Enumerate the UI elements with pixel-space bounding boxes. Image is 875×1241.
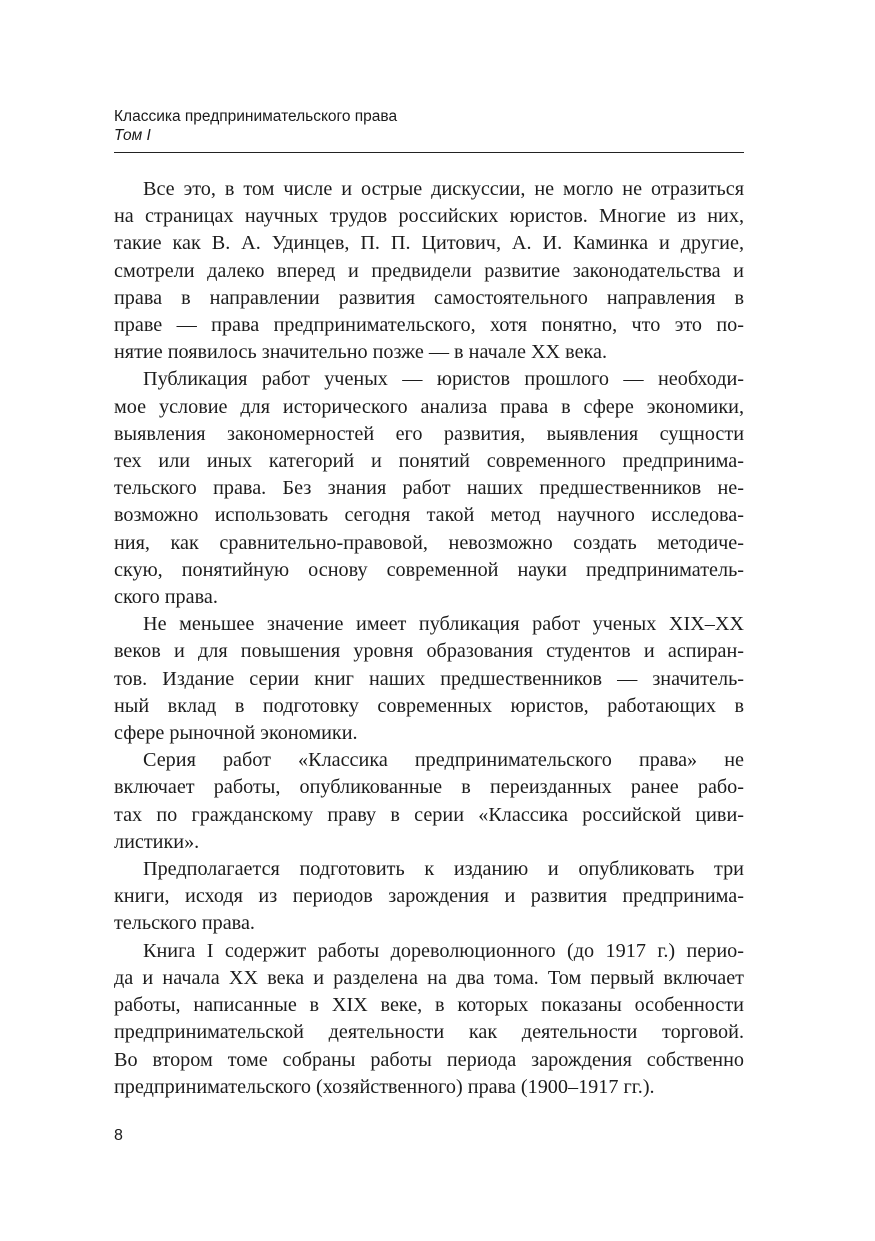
text-line: ния, как сравнительно-правовой, невозможно создать методиче- (114, 531, 744, 554)
text-line: Серия работ «Классика предпринимательского права» не (143, 749, 744, 772)
text-line: праве — права предпринимательского, хотя понятно, что это по- (114, 314, 744, 337)
text-line: Во втором томе собраны работы периода зарождения собственно (114, 1048, 744, 1071)
text-line: тельского права. Без знания работ наших предшественников не- (114, 477, 744, 500)
text-line: выявления закономерностей его развития, выявления сущности (114, 422, 744, 445)
page-number: 8 (114, 1127, 123, 1144)
paragraph (114, 611, 744, 747)
text-line: тельского права. (114, 912, 255, 935)
text-line: листики». (114, 830, 200, 853)
text-line: Предполагается подготовить к изданию и опубликовать три (143, 858, 744, 881)
text-line: мое условие для исторического анализа права в сфере экономики, (114, 395, 744, 418)
text-line: тах по гражданскому праву в серии «Классика российской циви- (114, 803, 744, 826)
text-line: Публикация работ ученых — юристов прошлого — необходи- (143, 368, 744, 391)
paragraph (114, 938, 744, 1101)
running-head (114, 107, 744, 145)
volume-label: Том I (114, 127, 151, 144)
paragraph (114, 747, 744, 856)
text-line: смотрели далеко вперед и предвидели развитие законодательства и (114, 259, 744, 282)
text-line: тов. Издание серии книг наших предшественников — значитель- (114, 667, 744, 690)
paragraph (114, 366, 744, 611)
text-line: Все это, в том числе и острые дискуссии, не могло не отразиться (143, 178, 744, 200)
body-text (114, 176, 744, 1101)
paragraph (114, 856, 744, 938)
text-line: ского права. (114, 586, 218, 609)
text-line: предпринимательского (хозяйственного) права (1900–1917 гг.). (114, 1075, 655, 1098)
text-line: Не меньшее значение имеет публикация работ ученых XIX–XX (143, 613, 744, 636)
text-line: скую, понятийную основу современной науки предприниматель- (114, 558, 744, 581)
text-line: книги, исходя из периодов зарождения и развития предпринима- (114, 885, 744, 908)
text-line: работы, написанные в XIX веке, в которых показаны особенности (114, 994, 744, 1017)
text-line: веков и для повышения уровня образования студентов и аспиран- (114, 640, 744, 663)
text-line: ный вклад в подготовку современных юристов, работающих в (114, 694, 744, 717)
text-line: Книга I содержит работы дореволюционного (до 1917 г.) перио- (143, 939, 744, 962)
text-line: предпринимательской деятельности как деятельности торговой. (114, 1021, 744, 1044)
paragraph (114, 176, 744, 366)
text-line: такие как В. А. Удинцев, П. П. Цитович, А. И. Каминка и другие, (114, 232, 744, 255)
text-line: возможно использовать сегодня такой метод научного исследова- (114, 504, 744, 527)
header-rule (114, 152, 744, 153)
series-title: Классика предпринимательского права (114, 108, 398, 125)
text-line: права в направлении развития самостоятельного направления в (114, 286, 744, 309)
text-line: сфере рыночной экономики. (114, 722, 358, 745)
text-line: нятие появилось значительно позже — в начале XX века. (114, 341, 608, 364)
text-line: на страницах научных трудов российских юристов. Многие из них, (114, 205, 744, 228)
text-line: включает работы, опубликованные в переизданных ранее рабо- (114, 776, 744, 799)
text-line: тех или иных категорий и понятий современного предпринима- (114, 450, 744, 473)
text-line: да и начала XX века и разделена на два тома. Том первый включает (114, 966, 744, 989)
